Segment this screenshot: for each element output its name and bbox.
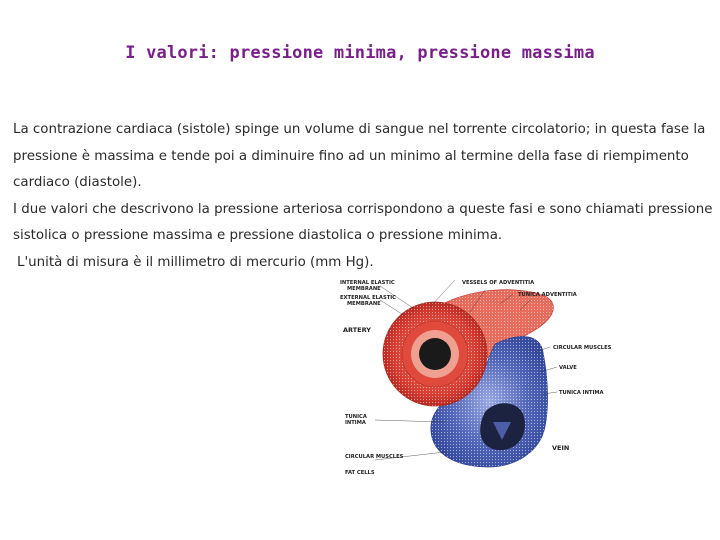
slide-title: I valori: pressione minima, pressione massima	[125, 43, 595, 63]
label-circular-muscles-vein: CIRCULAR MUSCLES	[345, 454, 404, 460]
label-vein: VEIN	[552, 444, 570, 452]
label-tunica-vein: TUNICA	[345, 414, 367, 420]
artery-vein-illustration	[335, 272, 612, 478]
label-internal-membrane: MEMBRANE	[347, 286, 381, 292]
slide-body	[13, 117, 713, 276]
label-external-elastic: EXTERNAL ELASTIC	[340, 295, 396, 301]
paragraph-systole: La contrazione cardiaca (sistole) spinge un volume di sangue nel torrente circolatorio; in questa fase la pressione è massima e tende poi a diminuire fino ad un minimo al termine della fase di riempimento cardiaco (diastole).	[13, 122, 706, 190]
artery-lumen	[419, 338, 451, 370]
label-intima-vein: INTIMA	[345, 420, 366, 426]
paragraph-unit: L'unità di misura è il millimetro di mercurio (mm Hg).	[17, 254, 374, 270]
label-tunica-adventitia: TUNICA ADVENTITIA	[518, 292, 577, 298]
paragraph-values: I due valori che descrivono la pressione arteriosa corrispondono a queste fasi e sono chiamati pressione sistolica o pressione massima e pressione diastolica o pressione minima.	[13, 201, 713, 243]
label-fat-cells: FAT CELLS	[345, 470, 375, 476]
label-external-membrane: MEMBRANE	[347, 301, 381, 307]
label-internal-elastic: INTERNAL ELASTIC	[340, 280, 395, 286]
label-vessels-adventitia: VESSELS OF ADVENTITIA	[462, 280, 535, 286]
label-tunica-intima-artery: TUNICA INTIMA	[559, 390, 604, 396]
label-valve: VALVE	[559, 365, 577, 371]
label-circular-muscles-artery: CIRCULAR MUSCLES	[553, 345, 612, 351]
artery-vein-diagram	[335, 272, 612, 478]
label-artery: ARTERY	[343, 326, 371, 334]
